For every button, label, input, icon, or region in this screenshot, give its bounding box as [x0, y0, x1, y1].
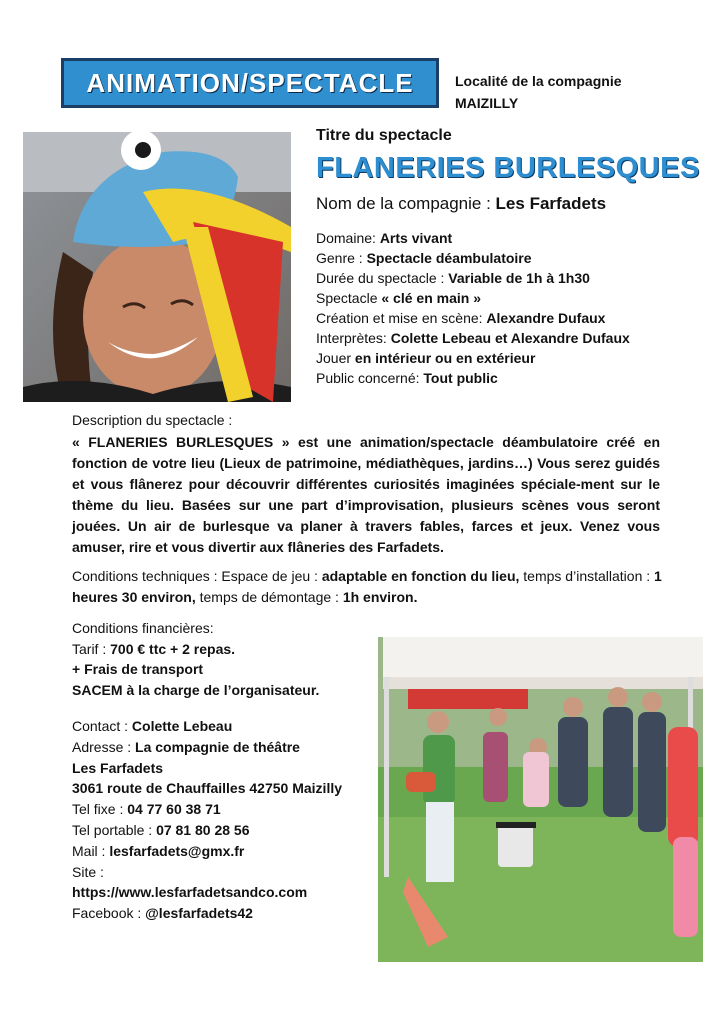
technical-label: Conditions techniques : Espace de jeu : [72, 568, 322, 584]
detail-row [316, 228, 630, 248]
transport-text: + Frais de transport [72, 661, 204, 677]
show-description [72, 410, 660, 558]
show-title: FLANERIES BURLESQUES [316, 152, 700, 184]
detail-value: Arts vivant [379, 230, 453, 246]
tel-fixe-label: Tel fixe : [72, 801, 128, 818]
locality-value: MAIZILLY [455, 95, 519, 111]
detail-label: Public concerné: [316, 370, 424, 386]
tarif-value: 700 € ttc + 2 repas. [110, 640, 236, 657]
description-label: Description du spectacle : [72, 412, 233, 428]
performer-bird-mask-photo [23, 132, 291, 402]
tel-port-label: Tel portable : [72, 821, 157, 838]
dismantle-label: temps de démontage : [195, 589, 343, 605]
outdoor-performance-photo [378, 637, 703, 962]
detail-row [316, 268, 630, 288]
address-row [72, 737, 342, 758]
detail-value: Colette Lebeau et Alexandre Dufaux [390, 330, 630, 346]
detail-label: Durée du spectacle : [316, 270, 449, 286]
company-value: Les Farfadets [495, 194, 607, 213]
contact-info [72, 716, 342, 924]
facebook-label: Facebook : [72, 905, 146, 922]
address-line-1: La compagnie de théâtre [135, 738, 300, 755]
install-time: 1 heures 30 environ, [72, 568, 662, 605]
mail-value[interactable]: lesfarfadets@gmx.fr [109, 842, 245, 859]
financial-label: Conditions financières: [72, 620, 214, 636]
detail-value: Alexandre Dufaux [486, 310, 606, 326]
tel-fixe-row [72, 799, 342, 820]
show-details [316, 228, 630, 388]
dismantle-time: 1h environ. [342, 589, 418, 605]
tarif-label: Tarif : [72, 640, 111, 657]
tarif-row [72, 639, 319, 660]
tel-port-value: 07 81 80 28 56 [156, 821, 250, 838]
detail-label: Spectacle [316, 290, 382, 306]
detail-label: Genre : [316, 250, 367, 266]
detail-label: Jouer [316, 350, 355, 366]
detail-row [316, 348, 630, 368]
address-line-3-text: 3061 route de Chauffailles 42750 Maizilly [72, 780, 343, 797]
facebook-handle[interactable]: @lesfarfadets42 [145, 905, 253, 922]
detail-value: Tout public [423, 370, 498, 386]
detail-value: Spectacle déambulatoire [366, 250, 532, 266]
detail-row [316, 368, 630, 388]
detail-label: Domaine: [316, 230, 380, 246]
detail-row [316, 288, 630, 308]
company-label: Nom de la compagnie : [316, 194, 496, 213]
detail-label: Interprètes: [316, 330, 391, 346]
description-body: « FLANERIES BURLESQUES » est une animation/spectacle déambulatoire créé en fonction de votre lieu (Lieux de patrimoine, médiathèques, jardins…) Vous serez guidés et vous flânerez pour découvrir différentes curiosités imaginées spéciale-ment sur le thème du lieu. Basées sur une part d’improvisation, plusieurs scènes vous seront jouées. Un air de burlesque va planer à travers fables, farces et jeux. Venez vous amuser, rire et vous divertir aux flâneries des Farfadets. [72, 434, 660, 555]
category-banner: ANIMATION/SPECTACLE [61, 58, 439, 108]
site-label: Site : [72, 863, 104, 880]
financial-conditions [72, 618, 319, 700]
address-line-3 [72, 778, 342, 799]
technical-space: adaptable en fonction du lieu, [321, 568, 520, 584]
detail-value: en intérieur ou en extérieur [354, 350, 536, 366]
technical-conditions [72, 566, 672, 608]
detail-value: « clé en main » [381, 290, 481, 306]
sacem-text: SACEM à la charge de l’organisateur. [72, 681, 320, 698]
transport-fees [72, 659, 319, 680]
contact-row [72, 716, 342, 737]
detail-row [316, 248, 630, 268]
mail-label: Mail : [72, 842, 110, 859]
site-link[interactable]: https://www.lesfarfadetsandco.com [72, 884, 308, 901]
detail-row [316, 328, 630, 348]
company-name [316, 194, 606, 214]
detail-value: Variable de 1h à 1h30 [448, 270, 590, 286]
show-title-label: Titre du spectacle [316, 127, 452, 144]
sacem-note [72, 680, 319, 701]
contact-name: Colette Lebeau [131, 718, 233, 734]
address-line-2-text: Les Farfadets [72, 759, 164, 776]
company-locality [455, 70, 622, 114]
mail-row [72, 841, 342, 862]
locality-label: Localité de la compagnie [455, 73, 622, 89]
contact-label: Contact : [72, 718, 132, 734]
detail-row [316, 308, 630, 328]
detail-label: Création et mise en scène: [316, 310, 487, 326]
address-line-2 [72, 758, 342, 779]
site-row [72, 882, 342, 903]
facebook-row [72, 903, 342, 924]
tel-port-row [72, 820, 342, 841]
tel-fixe-value: 04 77 60 38 71 [127, 801, 221, 818]
install-label: temps d’installation : [519, 568, 655, 584]
address-label: Adresse : [72, 738, 136, 755]
